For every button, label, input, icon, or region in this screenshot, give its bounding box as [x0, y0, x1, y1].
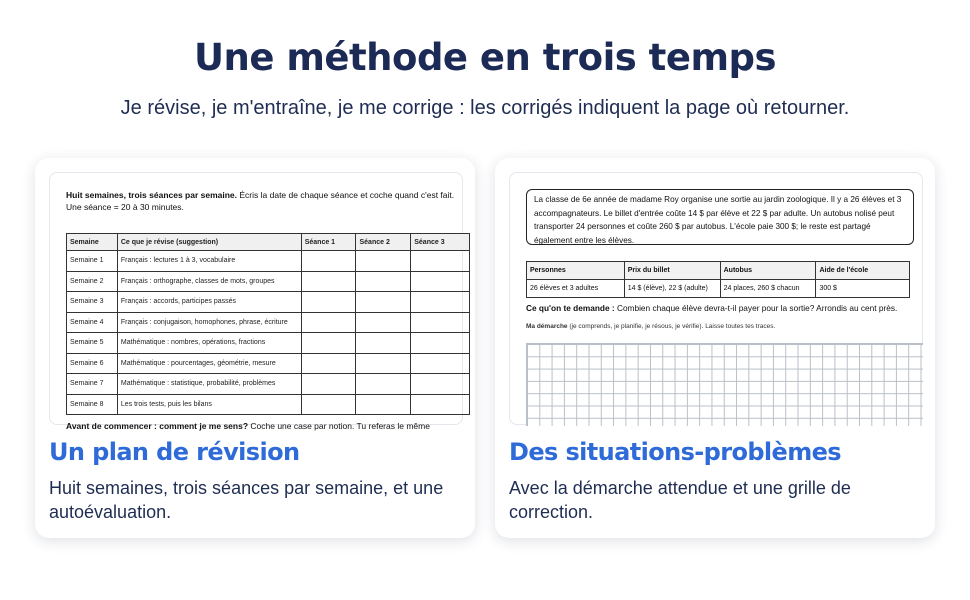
plan-footer-text: Coche une case par notion. Tu referas le même [248, 421, 430, 431]
session-cell [301, 271, 356, 292]
plan-footer-bold: Avant de commencer : comment je me sens? [66, 421, 249, 431]
table-row [67, 374, 470, 395]
week-cell: Semaine 8 [67, 394, 118, 415]
session-cell [411, 251, 470, 272]
topic-cell: Mathématique : nombres, opérations, fractions [117, 333, 301, 354]
column-header: Séance 3 [411, 234, 470, 251]
session-cell [411, 312, 470, 333]
session-cell [411, 374, 470, 395]
table-row [67, 251, 470, 272]
table-row [67, 353, 470, 374]
session-cell [411, 394, 470, 415]
column-header: Personnes [527, 262, 625, 280]
card-title: Un plan de révision [49, 438, 300, 466]
table-cell: 26 élèves et 3 adultes [527, 280, 625, 298]
session-cell [411, 333, 470, 354]
column-header: Ce que je révise (suggestion) [117, 234, 301, 251]
table-row [67, 271, 470, 292]
card-title: Des situations-problèmes [509, 438, 841, 466]
session-cell [411, 292, 470, 313]
situation-box: La classe de 6e année de madame Roy organise une sortie au jardin zoologique. Il y a 26 élèves et 3 accompagnateurs. Le billet d'entrée coûte 14 $ par élève et 22 $ par adulte. Un autobus nolisé peut transporter 24 personnes et coûte 260 $ par autobus. L'école paie 300 $; le reste est partagé également entre les élèves. [526, 189, 914, 245]
situation-data-table [526, 261, 910, 298]
session-cell [301, 394, 356, 415]
table-cell: 14 $ (élève), 22 $ (adulte) [624, 280, 720, 298]
approach-label: Ma démarche [526, 323, 568, 330]
column-header: Séance 2 [356, 234, 411, 251]
week-cell: Semaine 3 [67, 292, 118, 313]
table-row [527, 280, 910, 298]
card-description: Avec la démarche attendue et une grille de correction. [509, 478, 851, 522]
session-cell [356, 292, 411, 313]
table-row [67, 394, 470, 415]
session-cell [356, 394, 411, 415]
session-cell [356, 312, 411, 333]
topic-cell: Français : lectures 1 à 3, vocabulaire [117, 251, 301, 272]
column-header: Séance 1 [301, 234, 356, 251]
session-cell [356, 353, 411, 374]
topic-cell: Mathématique : statistique, probabilité, problèmes [117, 374, 301, 395]
week-cell: Semaine 6 [67, 353, 118, 374]
feature-card-problem-situations [495, 158, 935, 538]
week-cell: Semaine 5 [67, 333, 118, 354]
table-row [67, 312, 470, 333]
week-cell: Semaine 7 [67, 374, 118, 395]
page-title: Une méthode en trois temps [193, 36, 777, 79]
plan-intro-text: Écris la date de chaque séance et coche quand c'est fait. Une séance = 20 à 30 minutes. [66, 190, 455, 212]
approach-line [526, 323, 775, 330]
question-text: Combien chaque élève devra-t-il payer pour la sortie? Arrondis au cent près. [614, 303, 898, 313]
session-cell [411, 271, 470, 292]
revision-plan-table [66, 233, 470, 415]
work-grid [526, 343, 923, 426]
topic-cell: Mathématique : pourcentages, géométrie, mesure [117, 353, 301, 374]
table-header-row [67, 234, 470, 251]
problem-situation-preview [509, 172, 923, 425]
column-header: Aide de l'école [816, 262, 910, 280]
session-cell [301, 292, 356, 313]
session-cell [301, 251, 356, 272]
table-row [67, 292, 470, 313]
column-header: Autobus [720, 262, 816, 280]
table-row [67, 333, 470, 354]
week-cell: Semaine 1 [67, 251, 118, 272]
session-cell [356, 271, 411, 292]
table-cell: 24 places, 260 $ chacun [720, 280, 816, 298]
column-header: Semaine [67, 234, 118, 251]
plan-intro-bold: Huit semaines, trois séances par semaine. [66, 190, 238, 200]
week-cell: Semaine 4 [67, 312, 118, 333]
topic-cell: Français : orthographe, classes de mots, groupes [117, 271, 301, 292]
session-cell [301, 333, 356, 354]
table-header-row [527, 262, 910, 280]
topic-cell: Français : accords, participes passés [117, 292, 301, 313]
plan-intro [66, 189, 458, 213]
revision-plan-preview [49, 172, 463, 431]
session-cell [301, 312, 356, 333]
topic-cell: Les trois tests, puis les bilans [117, 394, 301, 415]
week-cell: Semaine 2 [67, 271, 118, 292]
session-cell [411, 353, 470, 374]
session-cell [301, 374, 356, 395]
page-subtitle: Je révise, je m'entraîne, je me corrige : les corrigés indiquent la page où retourner. [120, 97, 850, 119]
question-label: Ce qu'on te demande : [526, 303, 615, 313]
column-header: Prix du billet [624, 262, 720, 280]
session-cell [356, 251, 411, 272]
topic-cell: Français : conjugaison, homophones, phrase, écriture [117, 312, 301, 333]
question-line [526, 303, 926, 313]
card-description: Huit semaines, trois séances par semaine, et une autoévaluation. [49, 478, 444, 522]
session-cell [356, 374, 411, 395]
session-cell [356, 333, 411, 354]
session-cell [301, 353, 356, 374]
approach-text: (je comprends, je planifie, je résous, je vérifie). Laisse toutes tes traces. [567, 323, 776, 330]
feature-card-revision-plan [35, 158, 475, 538]
table-cell: 300 $ [816, 280, 910, 298]
plan-footer [66, 421, 486, 431]
